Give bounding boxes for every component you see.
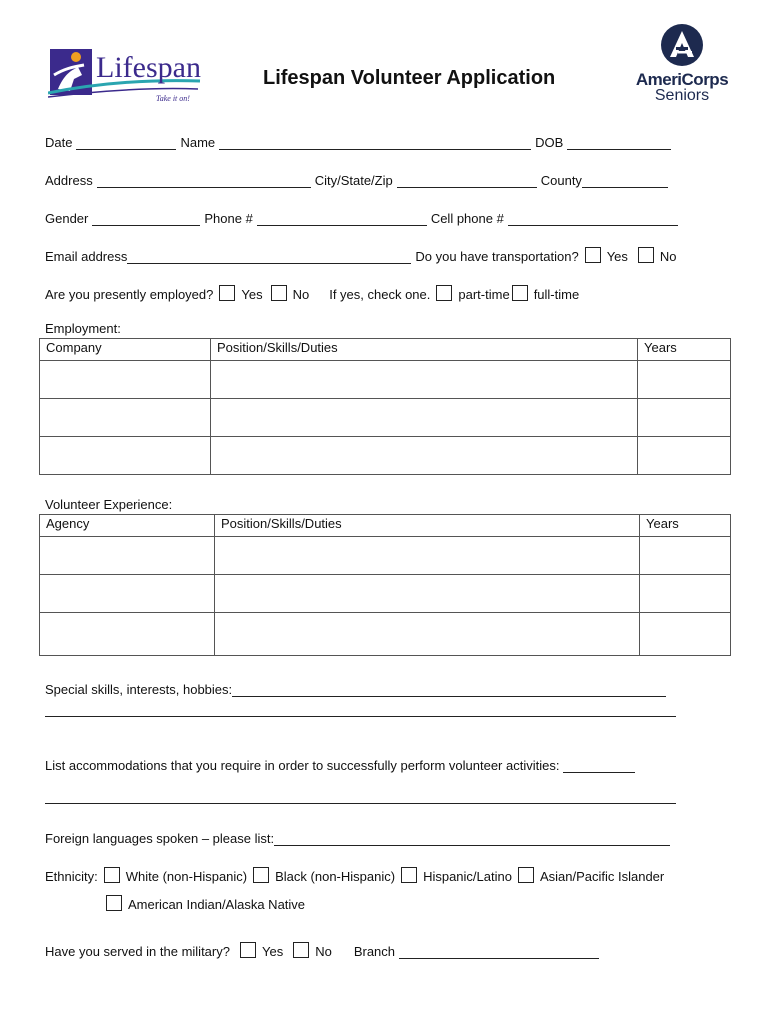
languages-field[interactable] (274, 831, 670, 846)
eth-white-checkbox[interactable] (104, 867, 120, 883)
full-time-checkbox[interactable] (512, 285, 528, 301)
cell-phone-label: Cell phone # (430, 211, 504, 226)
accommodations-line-2[interactable] (45, 803, 676, 804)
military-yes-checkbox[interactable] (240, 942, 256, 958)
volunteer-cell[interactable] (640, 575, 731, 613)
special-skills-line-2[interactable] (45, 716, 676, 717)
phone-field[interactable] (257, 211, 427, 226)
military-label: Have you served in the military? (45, 944, 230, 959)
employment-header-row (40, 339, 731, 361)
dob-field[interactable] (567, 135, 671, 150)
table-row (40, 399, 731, 437)
full-time-label: full-time (533, 287, 580, 302)
table-row (40, 613, 731, 656)
employed-yes-label: Yes (241, 287, 263, 302)
transportation-yes-label: Yes (606, 249, 628, 264)
volunteer-col-agency: Agency (40, 515, 215, 537)
ethnicity-label: Ethnicity: (45, 869, 98, 884)
volunteer-cell[interactable] (640, 613, 731, 656)
dob-label: DOB (535, 135, 564, 150)
employment-section-label: Employment: (45, 321, 121, 336)
employed-no-checkbox[interactable] (271, 285, 287, 301)
volunteer-header-row (40, 515, 731, 537)
employment-col-position: Position/Skills/Duties (211, 339, 638, 361)
branch-label: Branch (353, 944, 396, 959)
row-address (45, 168, 730, 188)
eth-hispanic-checkbox[interactable] (401, 867, 417, 883)
employment-cell[interactable] (211, 399, 638, 437)
volunteer-cell[interactable] (215, 613, 640, 656)
part-time-checkbox[interactable] (436, 285, 452, 301)
address-field[interactable] (97, 173, 311, 188)
row-accommodations (45, 753, 730, 773)
branch-field[interactable] (399, 944, 599, 959)
employed-yes-checkbox[interactable] (219, 285, 235, 301)
table-row (40, 437, 731, 475)
special-skills-label: Special skills, interests, hobbies: (45, 682, 233, 697)
military-no-checkbox[interactable] (293, 942, 309, 958)
lifespan-tagline: Take it on! (156, 94, 190, 103)
eth-black-label: Black (non-Hispanic) (275, 869, 396, 884)
employment-cell[interactable] (40, 437, 211, 475)
eth-asian-checkbox[interactable] (518, 867, 534, 883)
accommodations-field[interactable] (563, 758, 635, 773)
employment-col-company: Company (40, 339, 211, 361)
gender-label: Gender (45, 211, 89, 226)
americorps-wordmark: AmeriCorps (635, 70, 729, 89)
row-ethnicity (45, 864, 730, 884)
if-yes-label: If yes, check one. (329, 287, 431, 302)
lifespan-wordmark: Lifespan (96, 51, 201, 84)
email-label: Email address (45, 249, 128, 264)
row-gender-phone (45, 206, 730, 226)
volunteer-cell[interactable] (215, 575, 640, 613)
row-email-transport (45, 244, 730, 264)
eth-white-label: White (non-Hispanic) (125, 869, 248, 884)
county-label: County (540, 173, 582, 188)
employment-cell[interactable] (211, 361, 638, 399)
employment-cell[interactable] (638, 361, 731, 399)
volunteer-cell[interactable] (215, 537, 640, 575)
special-skills-field[interactable] (232, 682, 666, 697)
eth-asian-label: Asian/Pacific Islander (539, 869, 665, 884)
volunteer-cell[interactable] (40, 537, 215, 575)
date-field[interactable] (76, 135, 176, 150)
table-row (40, 575, 731, 613)
row-ethnicity-2 (100, 892, 730, 912)
address-label: Address (45, 173, 93, 188)
table-row (40, 537, 731, 575)
military-no-label: No (315, 944, 332, 959)
page-title: Lifespan Volunteer Application (263, 67, 556, 89)
military-yes-label: Yes (261, 944, 284, 959)
row-military (45, 939, 730, 959)
row-languages (45, 826, 730, 846)
gender-field[interactable] (92, 211, 200, 226)
phone-label: Phone # (204, 211, 253, 226)
part-time-label: part-time (458, 287, 510, 302)
county-field[interactable] (582, 173, 668, 188)
employment-cell[interactable] (40, 399, 211, 437)
employment-cell[interactable] (638, 399, 731, 437)
employment-col-years: Years (638, 339, 731, 361)
volunteer-table (39, 514, 731, 656)
languages-label: Foreign languages spoken – please list: (45, 831, 275, 846)
transportation-yes-checkbox[interactable] (585, 247, 601, 263)
row-special-skills (45, 677, 730, 697)
employed-label: Are you presently employed? (45, 287, 214, 302)
americorps-logo (632, 23, 732, 109)
eth-native-label: American Indian/Alaska Native (128, 897, 306, 912)
volunteer-section-label: Volunteer Experience: (45, 497, 173, 512)
volunteer-cell[interactable] (40, 613, 215, 656)
name-label: Name (180, 135, 216, 150)
employed-no-label: No (292, 287, 310, 302)
employment-cell[interactable] (40, 361, 211, 399)
volunteer-col-years: Years (640, 515, 731, 537)
lifespan-logo (48, 45, 203, 103)
row-date-name-dob (45, 130, 730, 150)
employment-cell[interactable] (638, 437, 731, 475)
employment-table (39, 338, 731, 475)
accommodations-label: List accommodations that you require in order to successfully perform volunteer activities: (45, 758, 560, 773)
table-row (40, 361, 731, 399)
lifespan-logo-graphic (48, 45, 203, 103)
volunteer-col-position: Position/Skills/Duties (215, 515, 640, 537)
transportation-no-checkbox[interactable] (638, 247, 654, 263)
date-label: Date (45, 135, 73, 150)
name-field[interactable] (219, 135, 531, 150)
eth-hispanic-label: Hispanic/Latino (423, 869, 512, 884)
americorps-emblem-icon (660, 23, 704, 67)
transportation-no-label: No (659, 249, 677, 264)
volunteer-cell[interactable] (640, 537, 731, 575)
row-employed (45, 282, 730, 302)
transportation-label: Do you have transportation? (415, 249, 579, 264)
volunteer-cell[interactable] (40, 575, 215, 613)
eth-black-checkbox[interactable] (253, 867, 269, 883)
city-state-zip-label: City/State/Zip (314, 173, 393, 188)
city-state-zip-field[interactable] (397, 173, 537, 188)
employment-cell[interactable] (211, 437, 638, 475)
americorps-sub: Seniors (654, 87, 710, 104)
email-field[interactable] (127, 249, 411, 264)
eth-native-checkbox[interactable] (106, 895, 122, 911)
cell-phone-field[interactable] (508, 211, 678, 226)
